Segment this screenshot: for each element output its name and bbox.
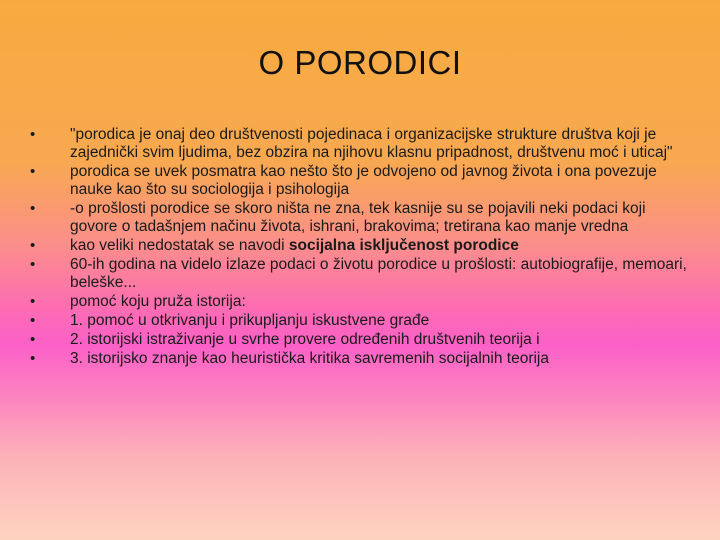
- bullet-text: "porodica je onaj deo društvenosti pojedinaca i organizacijske strukture društva koji je zajednički svim ljudima, bez obzira na njihovu klasnu pripadnost, društvenu moć i uticaj": [70, 126, 673, 161]
- bullet-item: [30, 293, 690, 311]
- bullet-item: [30, 331, 690, 349]
- bullet-text: 3. istorijsko znanje kao heuristička kritika savremenih socijalnih teorija: [70, 350, 549, 367]
- bullet-text: porodica se uvek posmatra kao nešto što je odvojeno od javnog života i ona povezuje nauke kao što su sociologija i psihologija: [70, 163, 657, 198]
- bullet-text-bold: socijalna isključenost porodice: [288, 237, 519, 254]
- bullet-icon: •: [30, 237, 36, 254]
- bullet-item: [30, 126, 690, 162]
- bullet-icon: •: [30, 163, 36, 180]
- bullet-item: [30, 237, 690, 255]
- bullet-text: -o prošlosti porodice se skoro ništa ne zna, tek kasnije su se pojavili neki podaci koji govore o tadašnjem načinu života, ishrani, brakovima; tretirana kao manje vredna: [70, 200, 646, 235]
- bullet-item: [30, 312, 690, 330]
- bullet-text: pomoć koju pruža istorija:: [70, 293, 246, 310]
- bullet-icon: •: [30, 200, 36, 217]
- bullet-text: kao veliki nedostatak se navodi: [70, 237, 289, 254]
- bullet-icon: •: [30, 293, 36, 310]
- bullet-icon: •: [30, 331, 36, 348]
- bullet-item: [30, 350, 690, 368]
- bullet-icon: •: [30, 256, 36, 273]
- bullet-icon: •: [30, 312, 36, 329]
- bullet-icon: •: [30, 350, 36, 367]
- bullet-item: [30, 163, 690, 199]
- bullet-text: 2. istorijski istraživanje u svrhe provere određenih društvenih teorija i: [70, 331, 540, 348]
- bullet-icon: •: [30, 126, 36, 143]
- bullet-item: [30, 200, 690, 236]
- bullet-list: [30, 126, 690, 369]
- slide-title: O PORODICI: [258, 44, 462, 81]
- bullet-text: 60-ih godina na videlo izlaze podaci o životu porodice u prošlosti: autobiografije, memoari, beleške...: [70, 256, 687, 291]
- bullet-item: [30, 256, 690, 292]
- bullet-text: 1. pomoć u otkrivanju i prikupljanju iskustvene građe: [70, 312, 430, 329]
